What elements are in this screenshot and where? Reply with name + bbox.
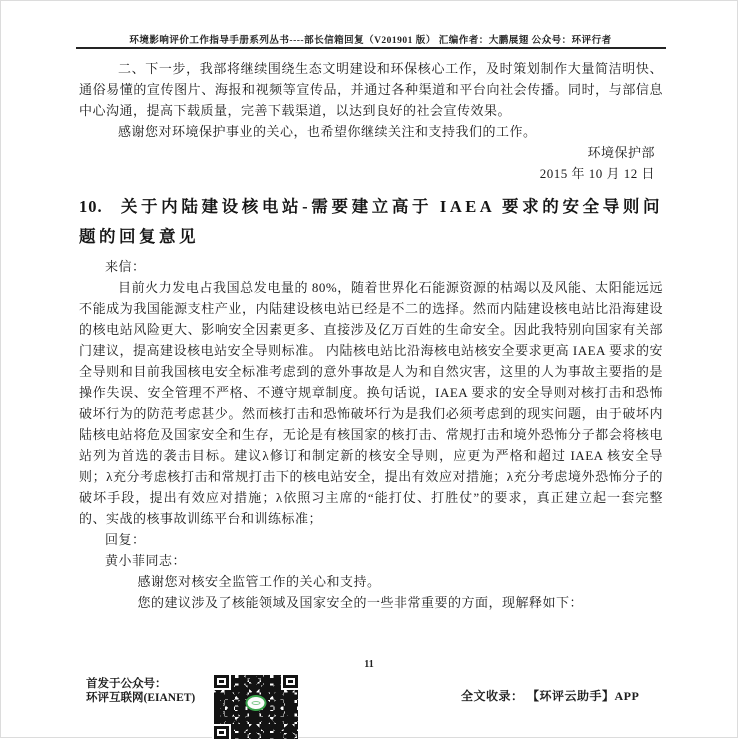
document-header bbox=[76, 32, 665, 46]
qr-finder-top-left-icon bbox=[214, 675, 229, 688]
reply-paragraph-intro: 您的建议涉及了核能领域及国家安全的一些非常重要的方面，现解释如下： bbox=[137, 595, 584, 610]
footer-publisher bbox=[86, 677, 195, 705]
qr-finder-bottom-left-icon bbox=[214, 726, 229, 739]
footer-publisher-line2: 环评互联网(EIANET) bbox=[86, 692, 196, 704]
reply-label: 回复： bbox=[105, 532, 146, 547]
paragraph-thanks: 感谢您对环境保护事业的关心，也希望你继续关注和支持我们的工作。 bbox=[118, 124, 537, 139]
section-heading bbox=[79, 192, 663, 252]
footer-collection-value: 【环评云助手】APP bbox=[527, 689, 640, 703]
paragraph-next-steps: 二、下一步，我部将继续围绕生态文明建设和环保核心工作，及时策划制作大量简洁明快、通俗易懂的宣传图片、海报和视频等宣传品，并通过各种渠道和平台向社会传播。同时，与部信息中心沟通，提高下载质量，完善下载渠道，以达到良好的社会宣传效果。 bbox=[79, 61, 663, 118]
qr-code-icon bbox=[214, 675, 298, 739]
footer-collection bbox=[461, 687, 639, 704]
header-rule bbox=[76, 47, 666, 49]
qr-finder-top-right-icon bbox=[283, 675, 298, 688]
qr-center-logo-icon bbox=[246, 695, 267, 711]
section-number: 10. bbox=[79, 197, 103, 216]
signature-date: 2015 年 10 月 12 日 bbox=[539, 166, 655, 181]
incoming-letter-body: 目前火力发电占我国总发电量的 80%，随着世界化石能源资源的枯竭以及风能、太阳能远远不能成为我国能源支柱产业，内陆建设核电站已经是不二的选择。然而内陆建设核电站比沿海建设的核电站风险更大、影响安全因素更多、直接涉及亿万百姓的生命安全。因此我特别向国家有关部门建议，提高建设核电站安全导则标准。 内陆核电站比沿海核电站核安全要求更高 IAEA 要求的安全导则和目前我国核电安全标准考虑到的意外事故是人为和自然灾害，这里的人为事故主要指的是操作失误、安全管理不严格、不遵守规章制度。换句话说，IAEA 要求的安全导则对核打击和恐怖破坏行为的防范考虑甚少。然而核打击和恐怖破坏行为是我们必须考虑到的现实问题，由于破坏内陆核电站将危及国家安全和生存，无论是有核国家的核打击、常规打击和境外恐怖分子都会将核电站列为首选的袭击目标。建议λ修订和制定新的核安全导则，应更为严格和超过 IAEA 核安全导则；λ充分考虑核打击和常规打击下的核电站安全，提出有效应对措施；λ充分考虑境外恐怖分子的破坏手段，提出有效应对措施；λ依照习主席的“能打仗、打胜仗”的要求，真正建立起一套完整的、实战的核事故训练平台和训练标准； bbox=[79, 280, 663, 526]
page-number: 11 bbox=[364, 659, 374, 670]
reply-paragraph-thanks: 感谢您对核安全监管工作的关心和支持。 bbox=[137, 574, 381, 589]
section-title: 关于内陆建设核电站-需要建立高于 IAEA 要求的安全导则问题的回复意见 bbox=[79, 197, 663, 246]
signature-org: 环境保护部 bbox=[587, 145, 655, 160]
footer-collection-label: 全文收录： bbox=[461, 689, 524, 703]
document-body bbox=[79, 58, 663, 613]
incoming-letter-label: 来信： bbox=[105, 259, 146, 274]
footer-publisher-line1: 首发于公众号： bbox=[86, 678, 167, 690]
header-title: 环境影响评价工作指导手册系列丛书----部长信箱回复（V201901 版） 汇编作者：大鹏展翅 公众号：环评行者 bbox=[129, 36, 612, 46]
reply-salutation: 黄小菲同志： bbox=[105, 553, 187, 568]
